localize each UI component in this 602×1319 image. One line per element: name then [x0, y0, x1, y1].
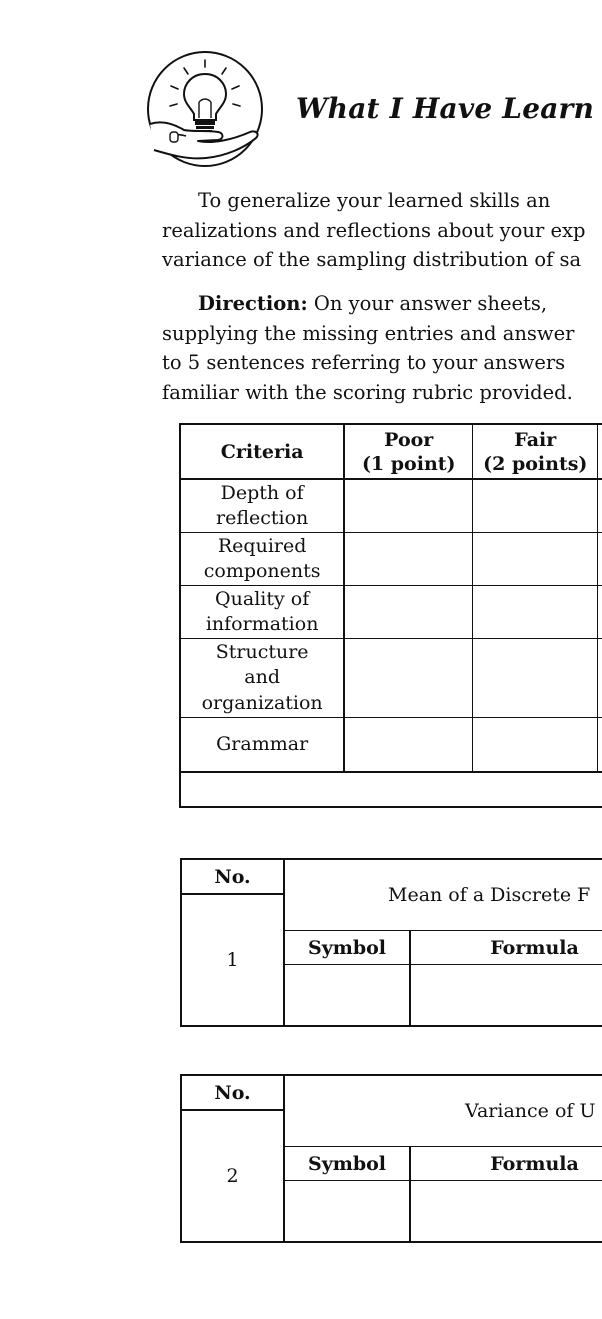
- rubric-total-cell: [180, 772, 602, 807]
- rubric-row: [180, 586, 602, 639]
- rubric-cell: [344, 533, 472, 586]
- rubric-header-criteria: Criteria: [180, 424, 344, 479]
- rubric-cell: [598, 586, 602, 639]
- symbol-header: Symbol: [284, 1147, 410, 1181]
- lightbulb-in-hand-icon: [140, 46, 270, 176]
- rubric-row: [180, 639, 602, 718]
- rubric-cell: [473, 533, 598, 586]
- formula-header: Formula: [410, 1147, 602, 1181]
- rubric-cell: [598, 533, 602, 586]
- rubric-cell: [598, 718, 602, 773]
- intro-paragraph: [162, 186, 602, 275]
- no-header: No.: [181, 859, 284, 894]
- mean-table: [180, 858, 602, 1027]
- formula-header: Formula: [410, 931, 602, 965]
- rubric-header-next: [598, 424, 602, 479]
- direction-text: On your answer sheets,: [307, 292, 548, 315]
- symbol-answer-cell[interactable]: [284, 1181, 410, 1243]
- paragraph-line: supplying the missing entries and answer: [162, 321, 575, 345]
- rubric-criterion: Required components: [180, 533, 344, 586]
- item-number: 2: [181, 1110, 284, 1242]
- formula-answer-cell[interactable]: [410, 1181, 602, 1243]
- scoring-rubric-table: [179, 423, 602, 808]
- rubric-header-fair: Fair (2 points): [473, 424, 598, 479]
- rubric-cell: [344, 586, 472, 639]
- table-title: Mean of a Discrete F: [284, 859, 602, 931]
- rubric-cell: [598, 479, 602, 533]
- paragraph-line: familiar with the scoring rubric provided.: [162, 380, 573, 404]
- paragraph-line: variance of the sampling distribution of sa: [162, 248, 582, 271]
- rubric-criterion: Structure and organization: [180, 639, 344, 718]
- rubric-cell: [473, 639, 598, 718]
- variance-table: [180, 1074, 602, 1243]
- rubric-criterion: Quality of information: [180, 586, 344, 639]
- symbol-answer-cell[interactable]: [284, 965, 410, 1027]
- rubric-cell: [344, 639, 472, 718]
- rubric-row: [180, 718, 602, 773]
- rubric-cell: [344, 479, 472, 533]
- rubric-row: [180, 533, 602, 586]
- paragraph-line: realizations and reflections about your exp: [162, 218, 586, 242]
- paragraph-line: To generalize your learned skills an: [198, 189, 551, 212]
- paragraph-line: [162, 289, 602, 319]
- rubric-criterion: Depth of reflection: [180, 479, 344, 533]
- rubric-row: [180, 479, 602, 533]
- paragraph-line: to 5 sentences referring to your answers: [162, 351, 566, 374]
- no-header: No.: [181, 1075, 284, 1110]
- rubric-criterion: Grammar: [180, 718, 344, 773]
- table-title: Variance of U: [284, 1075, 602, 1147]
- item-number: 1: [181, 894, 284, 1026]
- formula-answer-cell[interactable]: [410, 965, 602, 1027]
- rubric-cell: [344, 718, 472, 773]
- rubric-header-row: [180, 424, 602, 479]
- symbol-header: Symbol: [284, 931, 410, 965]
- rubric-cell: [473, 718, 598, 773]
- rubric-cell: [473, 586, 598, 639]
- direction-paragraph: [162, 289, 602, 407]
- direction-label: Direction:: [198, 292, 308, 315]
- rubric-cell: [473, 479, 598, 533]
- page-title: What I Have Learn: [296, 92, 595, 125]
- rubric-header-poor: Poor (1 point): [344, 424, 472, 479]
- rubric-cell: [598, 639, 602, 718]
- rubric-total-row: [180, 772, 602, 807]
